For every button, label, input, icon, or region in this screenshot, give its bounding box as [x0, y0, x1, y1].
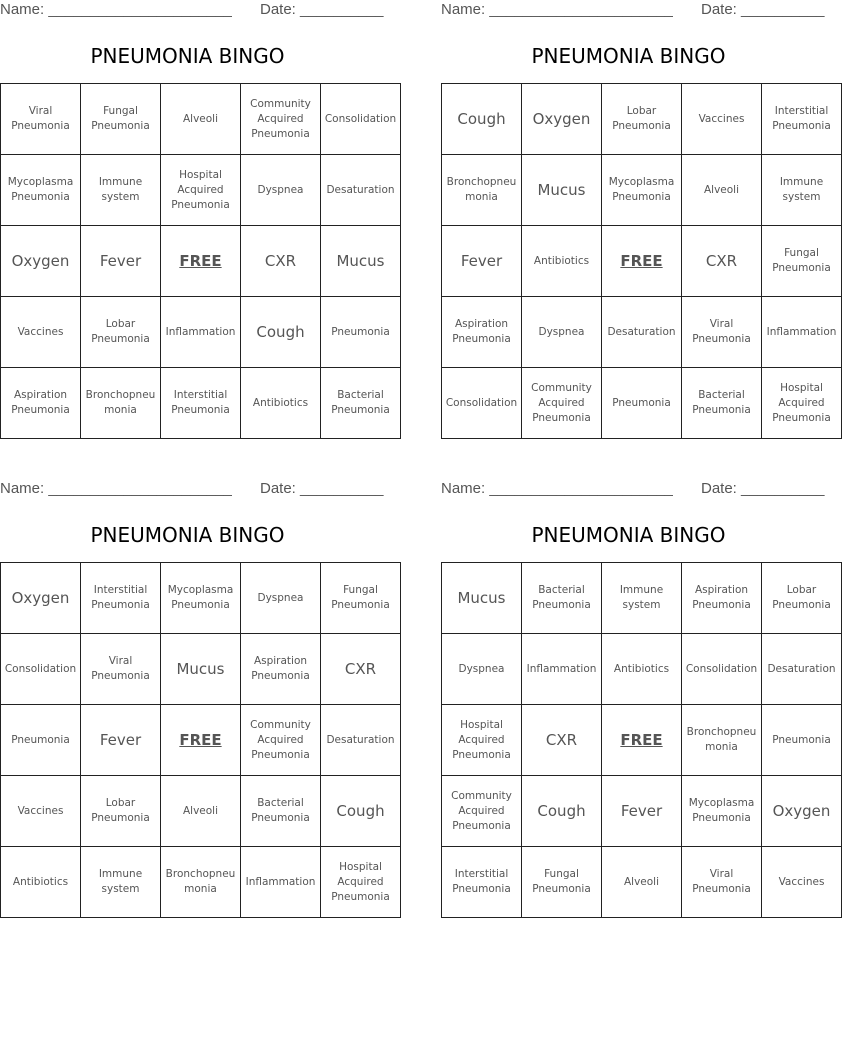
card-header: [0, 0, 384, 22]
bingo-card-4: [441, 479, 836, 895]
grid-row: [442, 226, 842, 297]
free-space: FREE: [602, 705, 682, 776]
bingo-cell: Lobar Pneumonia: [81, 776, 161, 847]
card-header: [441, 0, 825, 22]
date-field-label: Date: __________: [701, 1, 825, 18]
bingo-cell: Alveoli: [161, 776, 241, 847]
bingo-cell: Mucus: [161, 634, 241, 705]
date-field-label: Date: __________: [701, 480, 825, 497]
bingo-cell: Bronchopneu monia: [81, 368, 161, 439]
bingo-cell: Alveoli: [602, 847, 682, 918]
bingo-cell: Bacterial Pneumonia: [522, 563, 602, 634]
bingo-cell: CXR: [241, 226, 321, 297]
bingo-cell: Desaturation: [321, 705, 401, 776]
bingo-cell: Antibiotics: [241, 368, 321, 439]
bingo-cell: Bronchopneu monia: [682, 705, 762, 776]
bingo-cell: Desaturation: [602, 297, 682, 368]
bingo-cell: Desaturation: [321, 155, 401, 226]
bingo-cell: Bacterial Pneumonia: [321, 368, 401, 439]
grid-row: [1, 847, 401, 918]
bingo-cell: Pneumonia: [321, 297, 401, 368]
grid-row: [442, 84, 842, 155]
grid-row: [442, 368, 842, 439]
grid-row: [1, 563, 401, 634]
grid-row: [442, 297, 842, 368]
bingo-cell: Cough: [522, 776, 602, 847]
bingo-cell: Hospital Acquired Pneumonia: [442, 705, 522, 776]
bingo-cell: Oxygen: [522, 84, 602, 155]
bingo-cell: Alveoli: [682, 155, 762, 226]
grid-row: [1, 297, 401, 368]
bingo-cell: Immune system: [602, 563, 682, 634]
bingo-cell: Vaccines: [682, 84, 762, 155]
bingo-cell: Lobar Pneumonia: [602, 84, 682, 155]
date-field-label: Date: __________: [260, 480, 384, 497]
card-title: PNEUMONIA BINGO: [531, 44, 726, 68]
bingo-cell: Cough: [321, 776, 401, 847]
bingo-cell: Bacterial Pneumonia: [682, 368, 762, 439]
bingo-cell: Lobar Pneumonia: [81, 297, 161, 368]
bingo-cell: Mycoplasma Pneumonia: [161, 563, 241, 634]
grid-row: [442, 563, 842, 634]
bingo-cell: Hospital Acquired Pneumonia: [321, 847, 401, 918]
grid-row: [1, 226, 401, 297]
bingo-cell: Fungal Pneumonia: [762, 226, 842, 297]
bingo-cell: Aspiration Pneumonia: [682, 563, 762, 634]
bingo-cell: Pneumonia: [602, 368, 682, 439]
name-field-label: Name: ______________________: [441, 1, 673, 18]
bingo-cell: Oxygen: [1, 226, 81, 297]
bingo-cell: Viral Pneumonia: [682, 297, 762, 368]
bingo-cell: Viral Pneumonia: [1, 84, 81, 155]
bingo-cell: Fever: [442, 226, 522, 297]
bingo-cell: Vaccines: [1, 776, 81, 847]
bingo-cell: Oxygen: [1, 563, 81, 634]
bingo-card-2: [441, 0, 837, 424]
card-title: PNEUMONIA BINGO: [90, 523, 285, 547]
bingo-cell: Mucus: [321, 226, 401, 297]
bingo-cell: Interstitial Pneumonia: [161, 368, 241, 439]
grid-row: [442, 847, 842, 918]
date-field-label: Date: __________: [260, 1, 384, 18]
card-title: PNEUMONIA BINGO: [90, 44, 285, 68]
bingo-cell: Dyspnea: [241, 155, 321, 226]
grid-row: [442, 705, 842, 776]
bingo-cell: Community Acquired Pneumonia: [522, 368, 602, 439]
bingo-cell: Fungal Pneumonia: [321, 563, 401, 634]
bingo-cell: Fever: [81, 705, 161, 776]
bingo-cell: Vaccines: [1, 297, 81, 368]
bingo-cell: Bronchopneu monia: [161, 847, 241, 918]
bingo-cell: CXR: [522, 705, 602, 776]
bingo-cell: Aspiration Pneumonia: [442, 297, 522, 368]
bingo-cell: Viral Pneumonia: [81, 634, 161, 705]
bingo-grid: [441, 83, 842, 439]
bingo-cell: Interstitial Pneumonia: [762, 84, 842, 155]
bingo-cell: Pneumonia: [762, 705, 842, 776]
bingo-cell: CXR: [321, 634, 401, 705]
bingo-cell: Consolidation: [1, 634, 81, 705]
bingo-cell: Mycoplasma Pneumonia: [682, 776, 762, 847]
bingo-cell: Inflammation: [161, 297, 241, 368]
free-space: FREE: [161, 226, 241, 297]
bingo-cell: Alveoli: [161, 84, 241, 155]
bingo-cell: Bacterial Pneumonia: [241, 776, 321, 847]
bingo-cell: Fungal Pneumonia: [81, 84, 161, 155]
bingo-cell: Immune system: [81, 155, 161, 226]
bingo-cell: Desaturation: [762, 634, 842, 705]
bingo-cell: Fungal Pneumonia: [522, 847, 602, 918]
free-space: FREE: [602, 226, 682, 297]
bingo-cell: Community Acquired Pneumonia: [241, 705, 321, 776]
bingo-cell: Consolidation: [442, 368, 522, 439]
grid-row: [1, 705, 401, 776]
bingo-cell: Community Acquired Pneumonia: [442, 776, 522, 847]
bingo-cell: Cough: [442, 84, 522, 155]
bingo-cell: Vaccines: [762, 847, 842, 918]
bingo-cell: Interstitial Pneumonia: [81, 563, 161, 634]
grid-row: [1, 634, 401, 705]
bingo-cell: CXR: [682, 226, 762, 297]
bingo-cell: Lobar Pneumonia: [762, 563, 842, 634]
grid-row: [442, 776, 842, 847]
bingo-cell: Aspiration Pneumonia: [241, 634, 321, 705]
bingo-cell: Consolidation: [321, 84, 401, 155]
bingo-cell: Antibiotics: [522, 226, 602, 297]
bingo-cell: Cough: [241, 297, 321, 368]
bingo-card-3: [0, 479, 395, 903]
bingo-cell: Dyspnea: [522, 297, 602, 368]
grid-row: [442, 634, 842, 705]
name-field-label: Name: ______________________: [0, 480, 232, 497]
grid-row: [1, 155, 401, 226]
bingo-grid: [441, 562, 842, 918]
card-title: PNEUMONIA BINGO: [531, 523, 726, 547]
bingo-cell: Inflammation: [762, 297, 842, 368]
bingo-cell: Interstitial Pneumonia: [442, 847, 522, 918]
bingo-card-1: [0, 0, 397, 416]
bingo-cell: Aspiration Pneumonia: [1, 368, 81, 439]
grid-row: [1, 776, 401, 847]
bingo-cell: Fever: [81, 226, 161, 297]
bingo-cell: Dyspnea: [442, 634, 522, 705]
bingo-cell: Mycoplasma Pneumonia: [1, 155, 81, 226]
grid-row: [1, 368, 401, 439]
bingo-cell: Antibiotics: [1, 847, 81, 918]
bingo-cell: Mucus: [522, 155, 602, 226]
bingo-cell: Hospital Acquired Pneumonia: [161, 155, 241, 226]
free-space: FREE: [161, 705, 241, 776]
name-field-label: Name: ______________________: [0, 1, 232, 18]
bingo-grid: [0, 562, 401, 918]
bingo-cell: Oxygen: [762, 776, 842, 847]
bingo-cell: Community Acquired Pneumonia: [241, 84, 321, 155]
grid-row: [442, 155, 842, 226]
card-header: [441, 479, 825, 501]
name-field-label: Name: ______________________: [441, 480, 673, 497]
bingo-cell: Consolidation: [682, 634, 762, 705]
bingo-cell: Hospital Acquired Pneumonia: [762, 368, 842, 439]
bingo-cell: Immune system: [81, 847, 161, 918]
bingo-cell: Mycoplasma Pneumonia: [602, 155, 682, 226]
bingo-grid: [0, 83, 401, 439]
bingo-cell: Viral Pneumonia: [682, 847, 762, 918]
grid-row: [1, 84, 401, 155]
bingo-cell: Inflammation: [522, 634, 602, 705]
bingo-cell: Bronchopneu monia: [442, 155, 522, 226]
bingo-cell: Pneumonia: [1, 705, 81, 776]
bingo-cell: Mucus: [442, 563, 522, 634]
bingo-cell: Dyspnea: [241, 563, 321, 634]
card-header: [0, 479, 384, 501]
bingo-cell: Fever: [602, 776, 682, 847]
bingo-cell: Inflammation: [241, 847, 321, 918]
bingo-cell: Immune system: [762, 155, 842, 226]
bingo-cell: Antibiotics: [602, 634, 682, 705]
